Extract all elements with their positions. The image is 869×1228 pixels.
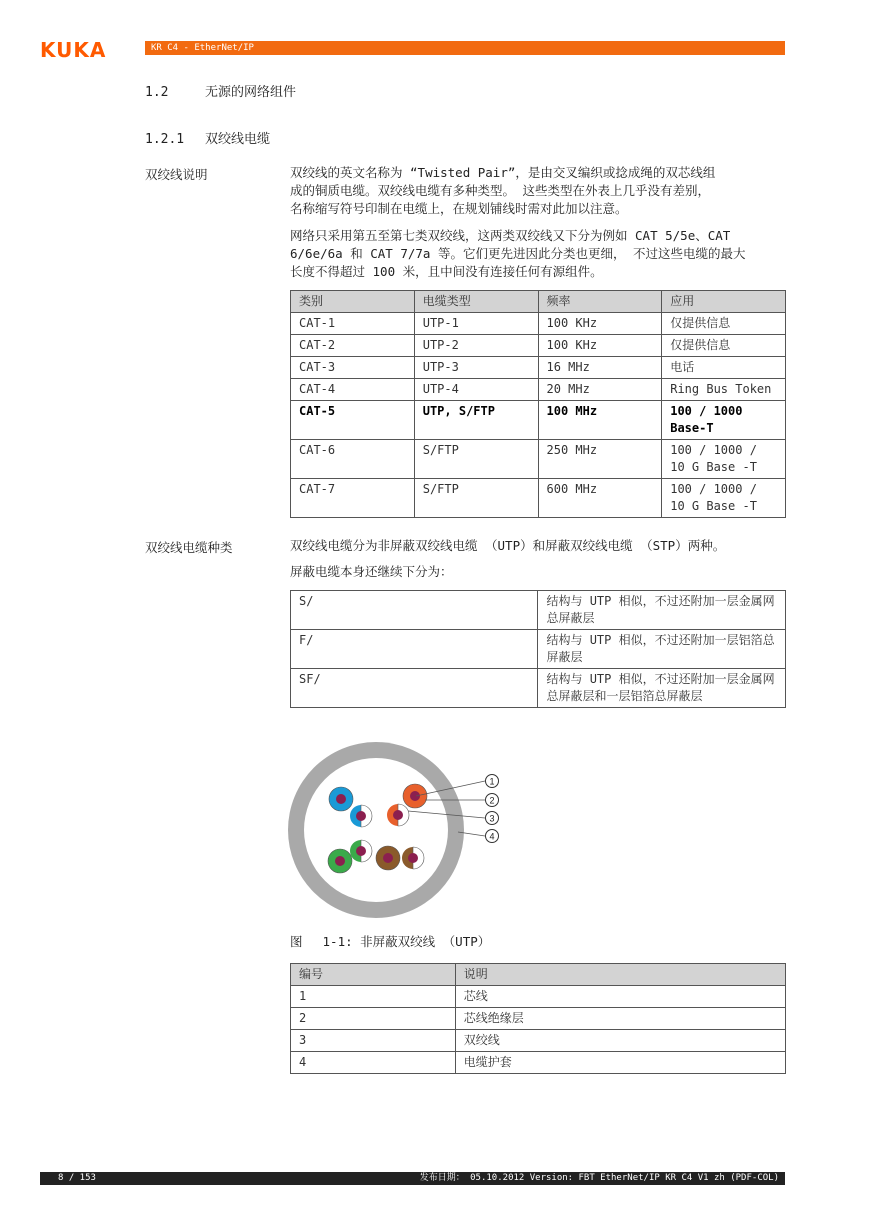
- table-header-cell: 频率: [538, 291, 662, 313]
- section-heading: [145, 81, 296, 100]
- text-line: 成的铜质电缆。双绞线电缆有多种类型。 这些类型在外表上几乎没有差别，: [290, 183, 711, 198]
- callout-2: [486, 794, 499, 807]
- figure-caption: 图 1-1: 非屏蔽双绞线 （UTP）: [290, 934, 491, 949]
- table-row: [291, 1008, 786, 1030]
- table-cell: UTP, S/FTP: [414, 401, 538, 440]
- page-number: 8 / 153: [58, 1173, 96, 1183]
- svg-text:1: 1: [489, 776, 495, 787]
- callout-4: [486, 830, 499, 843]
- cable-interior: [304, 758, 448, 902]
- table-header-cell: 说明: [455, 964, 785, 986]
- table-cell: CAT-4: [291, 379, 415, 401]
- table-cell: UTP-3: [414, 357, 538, 379]
- text-line: 双绞线的英文名称为 “Twisted Pair”，是由交叉编织或捻成绳的双芯线组: [290, 165, 716, 180]
- table-cell: 电话: [662, 357, 786, 379]
- table-cell: CAT-3: [291, 357, 415, 379]
- types-paragraph-2: 屏蔽电缆本身还继续下分为：: [290, 564, 453, 579]
- types-paragraph-1: 双绞线电缆分为非屏蔽双绞线电缆 （UTP）和屏蔽双绞线电缆 （STP）两种。: [290, 538, 726, 553]
- text-line: 长度不得超过 100 米，且中间没有连接任何有源组件。: [290, 264, 603, 279]
- table-cell: 芯线: [455, 986, 785, 1008]
- table-cell: S/FTP: [414, 479, 538, 518]
- text-line: 网络只采用第五至第七类双绞线，这两类双绞线又下分为例如 CAT 5/5e、CAT: [290, 228, 731, 243]
- table-cell: S/FTP: [414, 440, 538, 479]
- table-cell: 100 / 1000 / 10 G Base -T: [662, 440, 786, 479]
- table-row: [291, 479, 786, 518]
- table-cell: 3: [291, 1030, 456, 1052]
- callout-3: [486, 812, 499, 825]
- table-header-cell: 编号: [291, 964, 456, 986]
- table-cell: Ring Bus Token: [662, 379, 786, 401]
- table-cell: SF/: [291, 669, 538, 708]
- legend-table: [290, 963, 786, 1074]
- table-header-row: [291, 291, 786, 313]
- types-label: 双绞线电缆种类: [145, 540, 233, 555]
- table-header-row: [291, 964, 786, 986]
- svg-text:2: 2: [489, 795, 495, 806]
- utp-cable-cross-section-figure: [288, 740, 508, 920]
- section-number: 1.2: [145, 85, 169, 100]
- table-cell: 结构与 UTP 相似，不过还附加一层铝箔总屏蔽层: [538, 630, 786, 669]
- kuka-logo: KUKA: [40, 38, 107, 62]
- table-cell: 仅提供信息: [662, 335, 786, 357]
- description-paragraph-1: [290, 164, 785, 218]
- text-line: 6/6e/6a 和 CAT 7/7a 等。它们更先进因此分类也更细， 不过这些电缆的最大: [290, 246, 746, 261]
- table-cell: 双绞线: [455, 1030, 785, 1052]
- table-row: [291, 1030, 786, 1052]
- table-cell: 100 / 1000 Base-T: [662, 401, 786, 440]
- description-paragraph-2: [290, 227, 785, 281]
- table-header-cell: 电缆类型: [414, 291, 538, 313]
- svg-text:4: 4: [489, 831, 495, 842]
- table-cell: 电缆护套: [455, 1052, 785, 1074]
- header-bar: [145, 41, 785, 55]
- table-cell: 100 / 1000 / 10 G Base -T: [662, 479, 786, 518]
- table-header-cell: 应用: [662, 291, 786, 313]
- shield-table: [290, 590, 786, 708]
- table-row: [291, 379, 786, 401]
- table-cell: CAT-1: [291, 313, 415, 335]
- table-cell: UTP-2: [414, 335, 538, 357]
- table-cell: UTP-1: [414, 313, 538, 335]
- table-cell: CAT-5: [291, 401, 415, 440]
- table-cell: 1: [291, 986, 456, 1008]
- footer-info: 发布日期： 05.10.2012 Version: FBT EtherNet/IP KR C4 V1 zh (PDF-COL): [419, 1173, 779, 1183]
- table-cell: 100 MHz: [538, 401, 662, 440]
- table-cell: UTP-4: [414, 379, 538, 401]
- table-row: [291, 313, 786, 335]
- subsection-title: 双绞线电缆: [205, 132, 271, 147]
- table-cell: 250 MHz: [538, 440, 662, 479]
- table-cell: 结构与 UTP 相似，不过还附加一层金属网总屏蔽层和一层铝箔总屏蔽层: [538, 669, 786, 708]
- table-cell: F/: [291, 630, 538, 669]
- table-row: [291, 357, 786, 379]
- subsection-heading: [145, 128, 270, 147]
- cat-table: [290, 290, 786, 518]
- table-row: [291, 986, 786, 1008]
- footer-bar: [40, 1172, 785, 1185]
- table-header-cell: 类别: [291, 291, 415, 313]
- table-row: [291, 669, 786, 708]
- table-cell: CAT-6: [291, 440, 415, 479]
- table-cell: 600 MHz: [538, 479, 662, 518]
- text-line: 名称缩写符号印制在电缆上，在规划铺线时需对此加以注意。: [290, 201, 628, 216]
- table-cell: CAT-7: [291, 479, 415, 518]
- table-cell: S/: [291, 591, 538, 630]
- table-cell: 100 KHz: [538, 335, 662, 357]
- table-cell: 100 KHz: [538, 313, 662, 335]
- table-cell: 4: [291, 1052, 456, 1074]
- subsection-number: 1.2.1: [145, 132, 185, 147]
- table-cell: CAT-2: [291, 335, 415, 357]
- table-cell: 16 MHz: [538, 357, 662, 379]
- table-cell: 2: [291, 1008, 456, 1030]
- table-row: [291, 630, 786, 669]
- table-row: [291, 1052, 786, 1074]
- description-label: 双绞线说明: [145, 167, 208, 182]
- svg-text:3: 3: [489, 813, 495, 824]
- table-cell: 结构与 UTP 相似，不过还附加一层金属网总屏蔽层: [538, 591, 786, 630]
- table-row: [291, 440, 786, 479]
- table-cell: 20 MHz: [538, 379, 662, 401]
- section-title: 无源的网络组件: [205, 85, 297, 100]
- table-row: [291, 335, 786, 357]
- table-row: [291, 591, 786, 630]
- header-title: KR C4 - EtherNet/IP: [151, 43, 254, 53]
- table-cell: 仅提供信息: [662, 313, 786, 335]
- table-cell: 芯线绝缘层: [455, 1008, 785, 1030]
- table-row-highlighted: [291, 401, 786, 440]
- callout-1: [486, 775, 499, 788]
